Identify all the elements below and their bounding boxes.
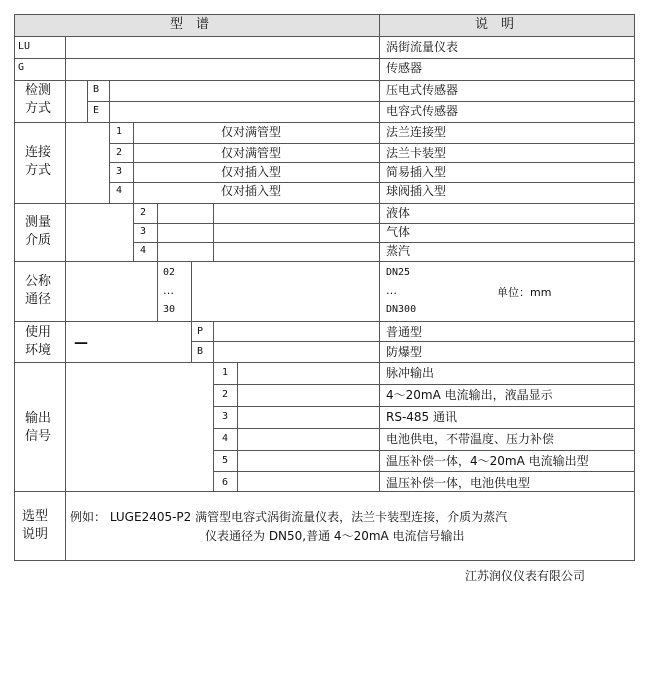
code-medium-2: 2 (140, 207, 147, 218)
grid-line (109, 162, 635, 163)
desc-detection-b: 压电式传感器 (386, 83, 459, 97)
grid-line (191, 261, 192, 322)
grid-line (213, 362, 214, 492)
desc-g: 传感器 (386, 61, 423, 75)
code-connection-4: 4 (116, 185, 123, 196)
table-border-top (14, 14, 635, 15)
grid-line (379, 242, 635, 243)
row-divider (14, 491, 635, 492)
code-medium-3: 3 (140, 226, 147, 237)
desc-output-5: 温压补偿一体，4～20mA 电流输出型 (386, 454, 589, 468)
desc-medium-4: 蒸汽 (386, 244, 411, 258)
code-environment-b: B (197, 346, 204, 357)
desc-output-6: 温压补偿一体，电池供电型 (386, 476, 531, 490)
grid-line (157, 203, 158, 262)
row-divider (14, 362, 635, 363)
grid-line (213, 450, 635, 451)
desc-lu: 涡街流量仪表 (386, 40, 459, 54)
grid-line (213, 471, 635, 472)
grid-line (191, 321, 192, 363)
selection-example-line1: 例如： LUGE2405-P2 满管型电容式涡街流量仪表，法兰卡装型连接，介质为蒸汽 (70, 510, 508, 524)
desc-connection-2: 法兰卡装型 (386, 146, 447, 160)
desc-diameter-dots: … (386, 284, 397, 297)
code-environment-p: P (197, 326, 204, 337)
desc-medium-2: 液体 (386, 206, 411, 220)
code-connection-3: 3 (116, 166, 123, 177)
code-connection-1: 1 (116, 126, 123, 137)
code-output-5: 5 (222, 455, 229, 466)
desc-environment-b: 防爆型 (386, 345, 423, 359)
desc-output-2: 4～20mA 电流输出，液晶显示 (386, 388, 553, 402)
note-connection-2: 仅对满管型 (221, 146, 282, 160)
selection-example-line2: 仪表通径为 DN50,普通 4～20mA 电流信号输出 (205, 529, 465, 543)
code-diameter-last: 30 (163, 304, 176, 315)
group-label-detection: 检测 方式 (25, 83, 52, 116)
desc-output-1: 脉冲输出 (386, 366, 435, 380)
group-label-output: 输出 信号 (25, 411, 52, 444)
grid-line (133, 223, 380, 224)
grid-line (213, 203, 214, 262)
row-divider (14, 36, 635, 37)
unit-label: 单位：mm (497, 286, 552, 299)
group-label-environment: 使用 环境 (25, 325, 52, 358)
code-connection-2: 2 (116, 147, 123, 158)
table-header-band (14, 14, 634, 36)
note-connection-3: 仅对插入型 (221, 165, 282, 179)
desc-connection-1: 法兰连接型 (386, 125, 447, 139)
group-label-medium: 测量 介质 (25, 215, 52, 248)
grid-line (109, 122, 110, 204)
desc-detection-e: 电容式传感器 (386, 104, 459, 118)
row-divider (14, 80, 635, 81)
desc-diameter-last: DN300 (386, 304, 417, 315)
grid-line (157, 261, 158, 322)
grid-line (379, 223, 635, 224)
code-output-1: 1 (222, 367, 229, 378)
grid-line (133, 203, 134, 262)
note-connection-4: 仅对插入型 (221, 184, 282, 198)
group-label-connection: 连接 方式 (25, 145, 52, 178)
grid-line (213, 384, 635, 385)
code-output-4: 4 (222, 433, 229, 444)
table-border-bottom (14, 560, 635, 561)
code-diameter-dots: … (163, 284, 174, 297)
table-border-right (634, 14, 635, 561)
row-divider (14, 122, 635, 123)
desc-diameter-first: DN25 (386, 267, 411, 278)
grid-line (133, 122, 134, 204)
group-label-selection: 选型 说明 (22, 509, 49, 542)
code-detection-b: B (93, 84, 100, 95)
grid-line (87, 101, 635, 102)
code-lu: LU (18, 41, 31, 52)
code-g: G (18, 62, 25, 73)
row-divider (14, 58, 635, 59)
row-divider (14, 203, 635, 204)
header-model-spectrum: 型 谱 (170, 17, 210, 32)
desc-output-3: RS-485 通讯 (386, 410, 458, 424)
desc-output-4: 电池供电，不带温度、压力补偿 (386, 432, 555, 446)
row-divider (14, 261, 635, 262)
grid-line (191, 341, 635, 342)
note-connection-1: 仅对满管型 (221, 125, 282, 139)
header-description: 说 明 (475, 17, 515, 32)
table-border-left (14, 14, 15, 561)
grid-line (213, 406, 635, 407)
grid-line (133, 242, 380, 243)
code-output-2: 2 (222, 389, 229, 400)
code-medium-4: 4 (140, 245, 147, 256)
code-output-3: 3 (222, 411, 229, 422)
grid-line (109, 182, 635, 183)
grid-line (109, 143, 635, 144)
code-output-6: 6 (222, 477, 229, 488)
label-column-divider (65, 36, 66, 561)
desc-connection-3: 简易插入型 (386, 165, 447, 179)
description-divider (379, 14, 380, 492)
grid-line (213, 428, 635, 429)
desc-medium-3: 气体 (386, 225, 411, 239)
desc-environment-p: 普通型 (386, 325, 423, 339)
grid-line (237, 362, 238, 492)
row-divider (14, 321, 635, 322)
code-diameter-first: 02 (163, 267, 176, 278)
code-detection-e: E (93, 105, 100, 116)
company-name: 江苏润仪仪表有限公司 (465, 569, 586, 583)
grid-line (213, 321, 214, 363)
group-label-diameter: 公称 通径 (25, 274, 52, 307)
separator-dash: — (74, 335, 88, 351)
desc-connection-4: 球阀插入型 (386, 184, 447, 198)
